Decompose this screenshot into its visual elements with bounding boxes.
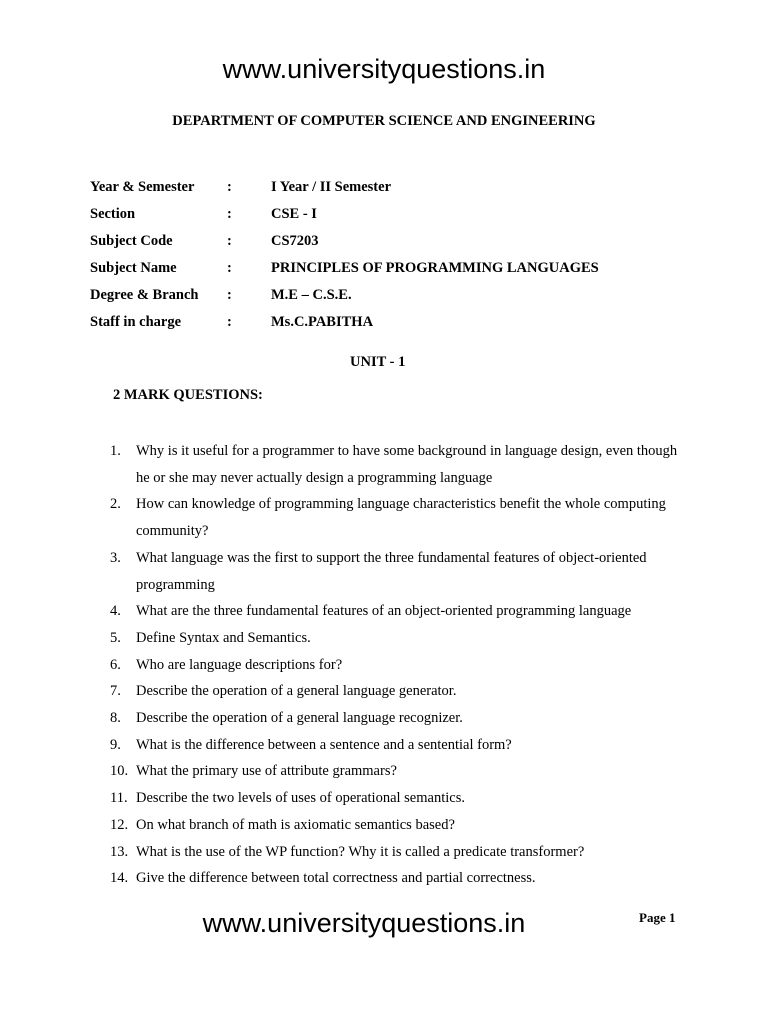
question-item	[110, 625, 690, 652]
question-item	[110, 545, 690, 598]
question-text: Describe the operation of a general language recognizer.	[136, 710, 463, 727]
meta-value: M.E – C.S.E.	[271, 287, 352, 303]
site-watermark-top: www.universityquestions.in	[222, 54, 546, 84]
question-number: 2.	[110, 496, 121, 513]
question-number: 5.	[110, 629, 121, 646]
meta-label: Year & Semester	[90, 179, 195, 195]
question-number: 14.	[110, 870, 129, 887]
department-title: DEPARTMENT OF COMPUTER SCIENCE AND ENGINEERING	[172, 113, 596, 129]
question-text: Describe the two levels of uses of operational semantics.	[136, 790, 465, 807]
question-number: 13.	[110, 843, 129, 860]
meta-label: Subject Code	[90, 233, 173, 249]
question-number: 1.	[110, 443, 121, 459]
meta-colon: :	[227, 314, 232, 330]
meta-label: Subject Name	[90, 260, 177, 276]
question-number: 8.	[110, 710, 121, 727]
question-text: What is the difference between a sentence and a sentential form?	[136, 736, 512, 753]
question-list	[110, 438, 690, 892]
question-item	[110, 839, 690, 866]
meta-label: Staff in charge	[90, 314, 182, 330]
question-text: What the primary use of attribute grammars?	[136, 763, 397, 780]
question-text: What are the three fundamental features of an object-oriented programming language	[136, 603, 632, 620]
meta-value: I Year / II Semester	[271, 179, 392, 195]
meta-colon: :	[227, 260, 232, 276]
question-item	[110, 758, 690, 785]
question-number: 3.	[110, 549, 121, 566]
question-item	[110, 491, 690, 544]
question-text: What is the use of the WP function? Why it is called a predicate transformer?	[136, 843, 585, 860]
question-item	[110, 812, 690, 839]
question-item	[110, 438, 690, 491]
question-text: Why is it useful for a programmer to have some background in language design, even though he or she may never actually design a programming language	[136, 443, 678, 486]
question-number: 9.	[110, 736, 121, 753]
page-number: Page 1	[639, 910, 676, 925]
question-number: 12.	[110, 816, 129, 833]
section-heading: 2 MARK QUESTIONS:	[113, 387, 263, 403]
question-text: What language was the first to support the three fundamental features of object-oriented programming	[136, 549, 647, 593]
site-watermark-bottom: www.universityquestions.in	[202, 908, 526, 938]
meta-value: CSE - I	[271, 206, 317, 222]
question-number: 4.	[110, 603, 121, 620]
question-item	[110, 732, 690, 759]
question-number: 10.	[110, 763, 129, 780]
meta-label: Section	[90, 206, 136, 222]
meta-colon: :	[227, 179, 232, 195]
question-item	[110, 598, 690, 625]
question-text: On what branch of math is axiomatic semantics based?	[136, 816, 455, 833]
meta-value: Ms.C.PABITHA	[271, 314, 374, 330]
question-text: Give the difference between total correctness and partial correctness.	[136, 870, 536, 887]
question-item	[110, 785, 690, 812]
meta-value: CS7203	[271, 233, 319, 249]
meta-colon: :	[227, 287, 232, 303]
unit-heading: UNIT - 1	[350, 354, 406, 370]
meta-label: Degree & Branch	[90, 287, 199, 303]
question-text: Who are language descriptions for?	[136, 656, 343, 673]
question-text: Describe the operation of a general language generator.	[136, 683, 457, 700]
meta-colon: :	[227, 206, 232, 222]
question-item	[110, 865, 690, 892]
question-text: How can knowledge of programming language characteristics benefit the whole computing community?	[136, 496, 666, 540]
question-text: Define Syntax and Semantics.	[136, 629, 311, 646]
question-number: 7.	[110, 683, 121, 700]
meta-colon: :	[227, 233, 232, 249]
question-item	[110, 678, 690, 705]
question-number: 11.	[110, 790, 128, 807]
question-item	[110, 652, 690, 679]
question-number: 6.	[110, 656, 121, 673]
question-item	[110, 705, 690, 732]
meta-value: PRINCIPLES OF PROGRAMMING LANGUAGES	[271, 260, 599, 276]
